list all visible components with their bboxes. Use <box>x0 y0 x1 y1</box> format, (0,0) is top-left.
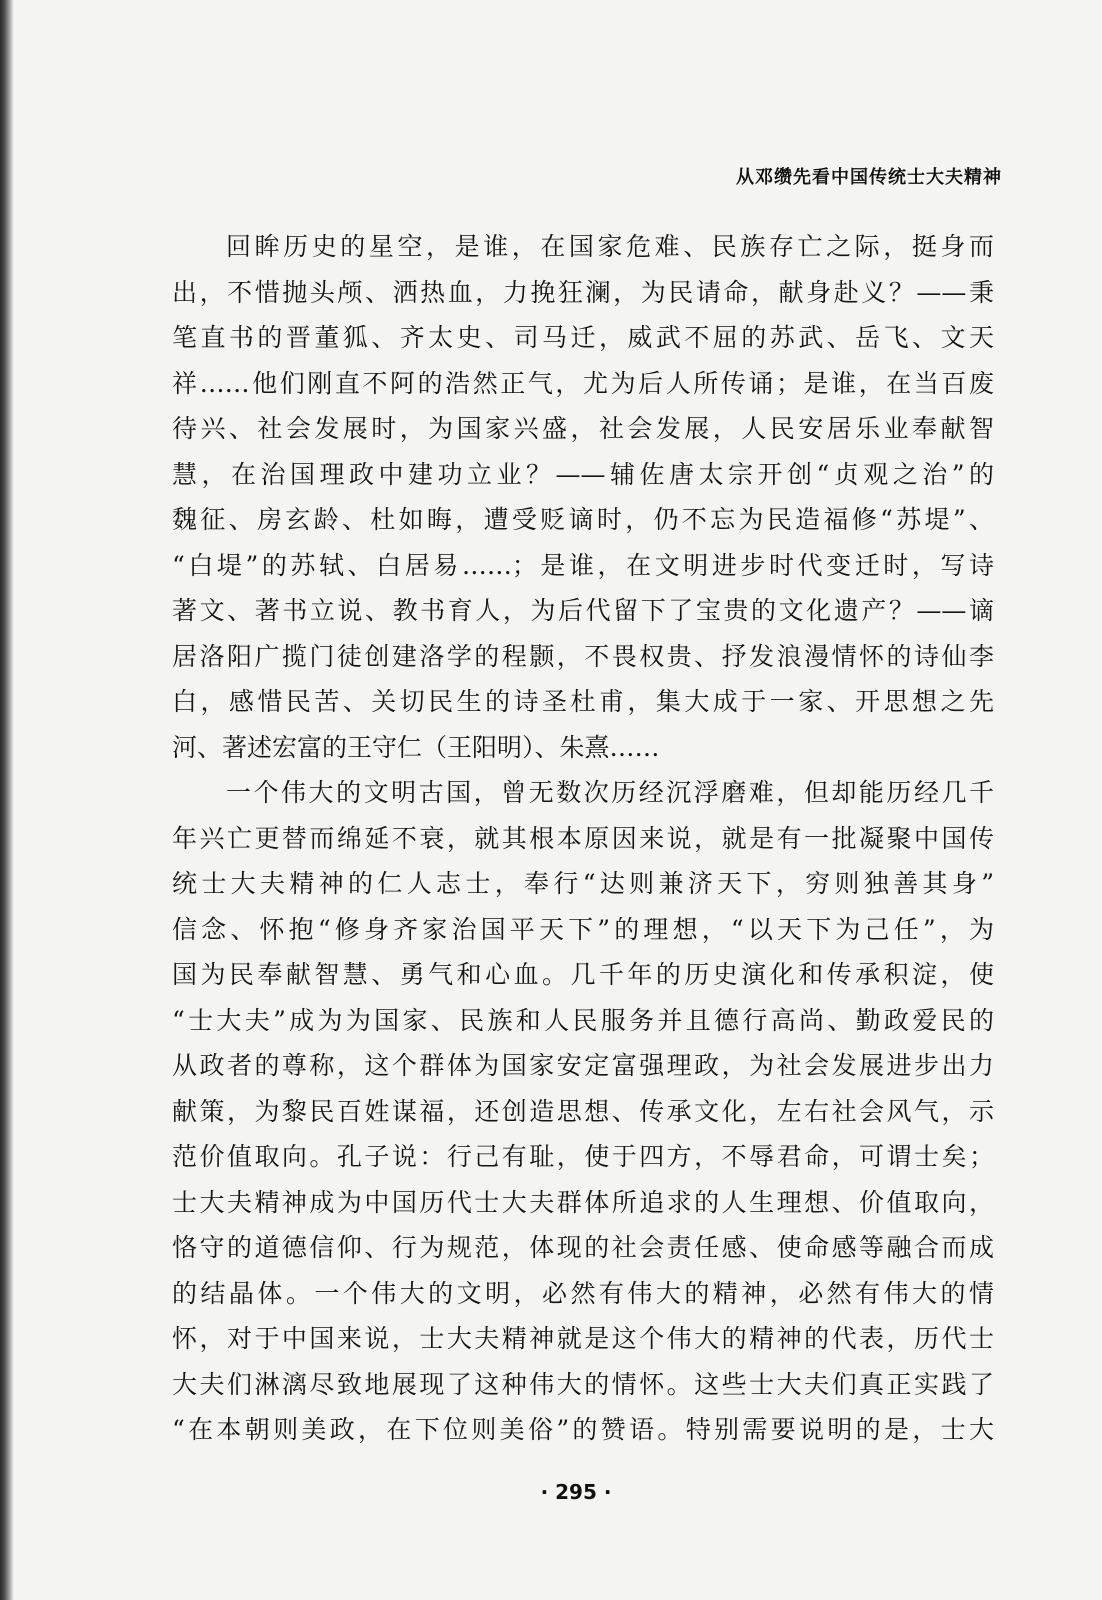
text-line: 的结晶体。一个伟大的文明，必然有伟大的精神，必然有伟大的情 <box>172 1278 994 1308</box>
text-line: 笔直书的晋董狐、齐太史、司马迁，威武不屈的苏武、岳飞、文天 <box>172 323 994 352</box>
text-line: 信念、怀抱“修身齐家治国平天下”的理想，“以天下为己任”，为 <box>172 914 994 944</box>
running-head: 从邓缵先看中国传统士大夫精神 <box>736 167 1002 188</box>
text-line: 待兴、社会发展时，为国家兴盛，社会发展，人民安居乐业奉献智 <box>172 414 994 443</box>
text-line: 河、著述宏富的王守仁（王阳明）、朱熹…… <box>172 732 660 762</box>
text-line: 居洛阳广揽门徒创建洛学的程颢，不畏权贵、抒发浪漫情怀的诗仙李 <box>172 641 994 671</box>
scan-edge-shadow <box>0 0 14 1600</box>
text-line: 白，感惜民苦、关切民生的诗圣杜甫，集大成于一家、开思想之先 <box>172 687 994 716</box>
text-line: 出，不惜抛头颅、洒热血，力挽狂澜，为民请命，献身赴义？——秉 <box>172 277 994 307</box>
text-line: “在本朝则美政，在下位则美俗”的赞语。特别需要说明的是，士大 <box>172 1415 994 1444</box>
text-line: 一个伟大的文明古国，曾无数次历经沉浮磨难，但却能历经几千 <box>226 778 994 807</box>
text-line: 国为民奉献智慧、勇气和心血。几千年的历史演化和传承积淀，使 <box>172 960 994 989</box>
text-line: 范价值取向。孔子说：行己有耻，使于四方，不辱君命，可谓士矣； <box>172 1142 994 1171</box>
text-line: 献策，为黎民百姓谋福，还创造思想、传承文化，左右社会风气，示 <box>172 1096 994 1126</box>
text-line: 恪守的道德信仰、行为规范，体现的社会责任感、使命感等融合而成 <box>172 1233 994 1262</box>
text-line: 回眸历史的星空，是谁，在国家危难、民族存亡之际，挺身而 <box>226 232 994 261</box>
paragraph-2 <box>172 770 994 1453</box>
text-line: 年兴亡更替而绵延不衰，就其根本原因来说，就是有一批凝聚中国传 <box>172 823 994 853</box>
page-number: · 295 · <box>540 1480 612 1504</box>
text-line: 从政者的尊称，这个群体为国家安定富强理政，为社会发展进步出力 <box>172 1051 994 1080</box>
text-line: “白堤”的苏轼、白居易……；是谁，在文明进步时代变迁时，写诗 <box>172 550 994 580</box>
body-text <box>172 224 994 1453</box>
text-line: 士大夫精神成为中国历代士大夫群体所追求的人生理想、价值取向， <box>172 1187 994 1217</box>
text-line: 祥……他们刚直不阿的浩然正气，尤为后人所传诵；是谁，在当百废 <box>172 368 994 398</box>
text-line: “士大夫”成为为国家、民族和人民服务并且德行高尚、勤政爱民的 <box>172 1005 994 1035</box>
text-line: 怀，对于中国来说，士大夫精神就是这个伟大的精神的代表，历代士 <box>172 1324 994 1353</box>
text-line: 著文、著书立说、教书育人，为后代留下了宝贵的文化遗产？——谪 <box>172 596 994 625</box>
text-line: 大夫们淋漓尽致地展现了这种伟大的情怀。这些士大夫们真正实践了 <box>172 1369 994 1399</box>
paragraph-1 <box>172 224 994 770</box>
text-line: 统士大夫精神的仁人志士，奉行“达则兼济天下，穷则独善其身” <box>172 869 994 898</box>
text-line: 慧，在治国理政中建功立业？——辅佐唐太宗开创“贞观之治”的 <box>172 459 994 489</box>
text-line: 魏征、房玄龄、杜如晦，遭受贬谪时，仍不忘为民造福修“苏堤”、 <box>172 505 994 534</box>
